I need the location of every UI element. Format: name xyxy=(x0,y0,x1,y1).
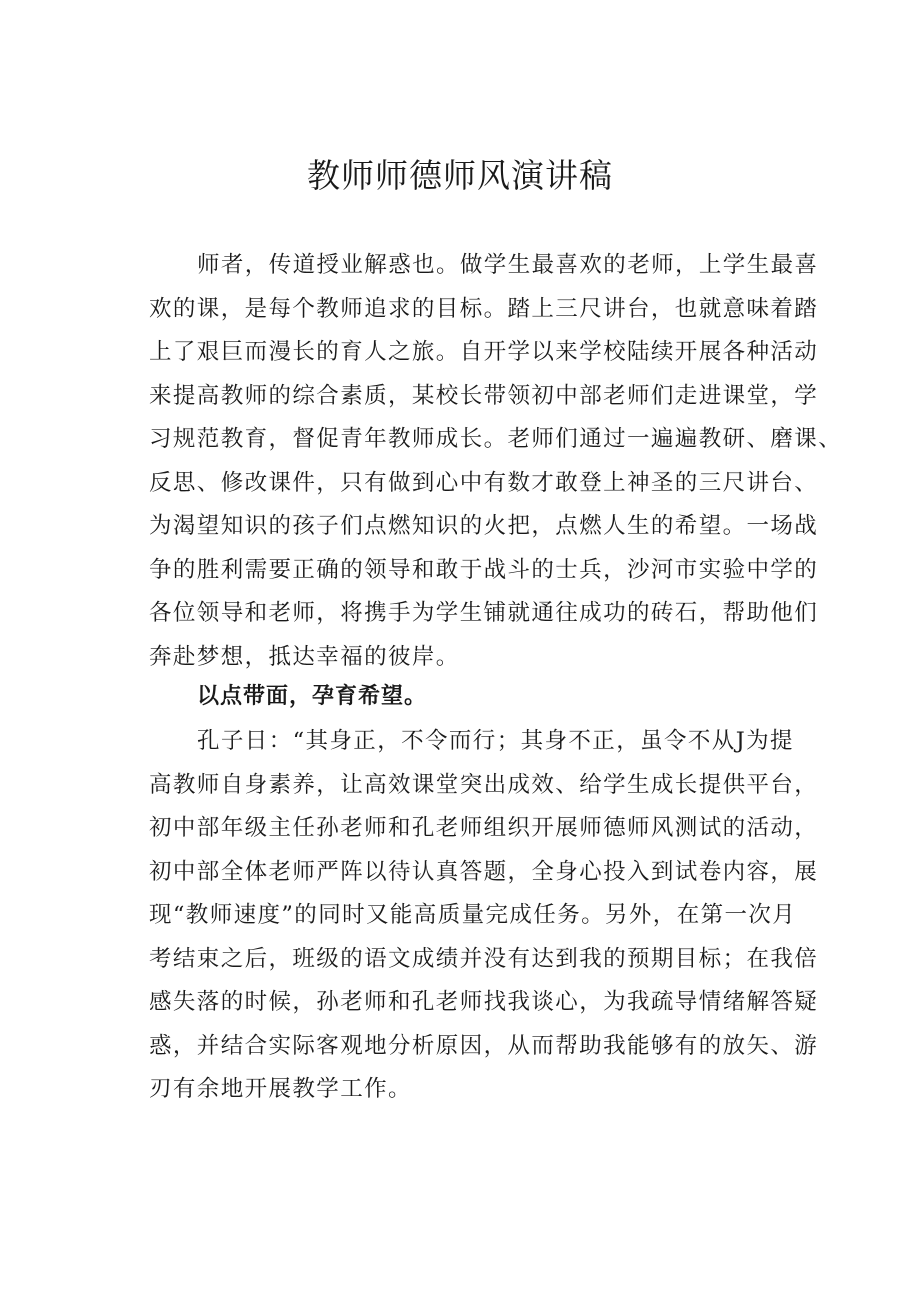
paragraph-line: 欢的课，是每个教师追求的目标。踏上三尺讲台，也就意味着踏 xyxy=(149,295,819,322)
paragraph-intro xyxy=(149,244,843,679)
paragraph-line: 孔子日：“其身正，不令而行；其身不正，虽令不从J为提 xyxy=(197,728,794,754)
paragraph-line: 争的胜利需要正确的领导和敢于战斗的士兵，沙河市实验中学的 xyxy=(149,556,819,583)
paragraph-line: 刃有余地开展教学工作。 xyxy=(149,1076,412,1102)
paragraph-line: 初中部全体老师严阵以待认真答题，全身心投入到试卷内容，展 xyxy=(149,858,819,885)
paragraph-line: 现“教师速度”的同时又能高质量完成任务。另外，在第一次月 xyxy=(149,902,797,928)
section-heading: 以点带面，孕育希望。 xyxy=(197,684,428,709)
paragraph-line: 感失落的时候，孙老师和孔老师找我谈心，为我疏导情绪解答疑 xyxy=(149,989,819,1015)
paragraph-line: 初中部年级主任孙老师和孔老师组织开展师德师风测试的活动， xyxy=(149,815,819,841)
paragraph-confucius xyxy=(149,720,819,1112)
paragraph-line: 奔赴梦想，抵达幸福的彼岸。 xyxy=(149,643,460,670)
paragraph-line: 为渴望知识的孩子们点燃知识的火把，点燃人生的希望。一场战 xyxy=(149,513,819,539)
paragraph-line: 反思、修改课件，只有做到心中有数才敢登上神圣的三尺讲台、 xyxy=(149,469,819,496)
paragraph-line: 高教师自身素养，让高效课堂突出成效、给学生成长提供平台， xyxy=(149,771,819,798)
document-title: 教师师德师风演讲稿 xyxy=(307,156,613,195)
paragraph-line: 考结束之后，班级的语文成绩并没有达到我的预期目标；在我倍 xyxy=(149,945,819,972)
paragraph-line: 师者，传道授业解惑也。做学生最喜欢的老师，上学生最喜 xyxy=(197,252,819,278)
paragraph-line: 上了艰巨而漫长的育人之旅。自开学以来学校陆续开展各种活动 xyxy=(149,339,819,365)
paragraph-line: 来提高教师的综合素质，某校长带领初中部老师们走进课堂，学 xyxy=(149,382,819,409)
paragraph-line: 习规范教育，督促青年教师成长。老师们通过一遍遍教研、磨课、 xyxy=(149,426,843,452)
paragraph-line: 各位领导和老师，将携手为学生铺就通往成功的砖石，帮助他们 xyxy=(149,600,819,626)
paragraph-line: 惑，并结合实际客观地分析原因，从而帮助我能够有的放矢、游 xyxy=(149,1032,819,1059)
